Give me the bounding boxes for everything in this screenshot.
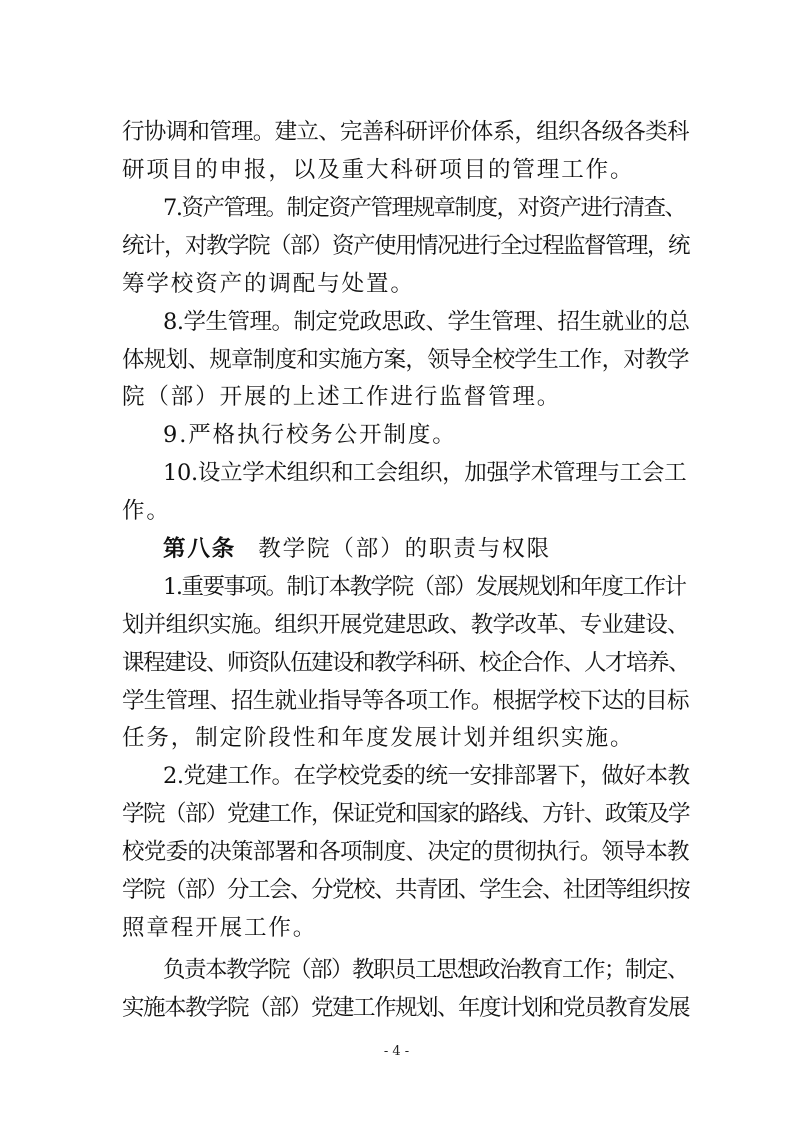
body-line: 学院（部）分工会、分党校、共青团、学生会、社团等组织按 [122,877,690,903]
body-line: 学生管理、招生就业指导等各项工作。根据学校下达的目标 [122,688,689,714]
body-line: 1.重要事项。制订本教学院（部）发展规划和年度工作计 [163,574,686,600]
article-heading [163,534,551,564]
body-line: 行协调和管理。建立、完善科研评价体系，组织各级各类科 [122,119,689,145]
body-line: 实施本教学院（部）党建工作规划、年度计划和党员教育发展 [122,995,690,1021]
body-line: 照章程开展工作。 [122,915,318,941]
body-line: 7.资产管理。制定资产管理规章制度，对资产进行清查、 [163,195,686,221]
body-line: 划并组织实施。组织开展党建思政、教学改革、专业建设、 [122,612,689,638]
article-title: 教学院（部）的职责与权限 [258,536,552,562]
body-line: 作。 [122,498,171,524]
page-number: - 4 - [383,1044,410,1059]
body-line: 2.党建工作。在学校党委的统一安排部署下，做好本教 [163,763,690,789]
body-line: 负责本教学院（部）教职员工思想政治教育工作；制定、 [163,957,689,983]
article-number: 第八条 [163,536,237,562]
body-line: 筹学校资产的调配与处置。 [122,271,415,297]
body-line: 9.严格执行校务公开制度。 [163,422,457,448]
body-line: 10.设立学术组织和工会组织，加强学术管理与工会工 [163,460,687,486]
body-line: 课程建设、师资队伍建设和教学科研、校企合作、人才培养、 [122,650,690,676]
body-line: 校党委的决策部署和各项制度、决定的贯彻执行。领导本教 [122,839,689,865]
body-line: 体规划、规章制度和实施方案，领导全校学生工作，对教学 [122,347,689,373]
body-line: 任务，制定阶段性和年度发展计划并组织实施。 [122,725,635,751]
body-line: 8.学生管理。制定党政思政、学生管理、招生就业的总 [163,309,690,335]
body-line: 研项目的申报，以及重大科研项目的管理工作。 [122,157,635,183]
body-line: 学院（部）党建工作，保证党和国家的路线、方针、政策及学 [122,801,690,827]
body-line: 院（部）开展的上述工作进行监督管理。 [122,384,562,410]
body-line: 统计，对教学院（部）资产使用情况进行全过程监督管理，统 [122,233,690,259]
